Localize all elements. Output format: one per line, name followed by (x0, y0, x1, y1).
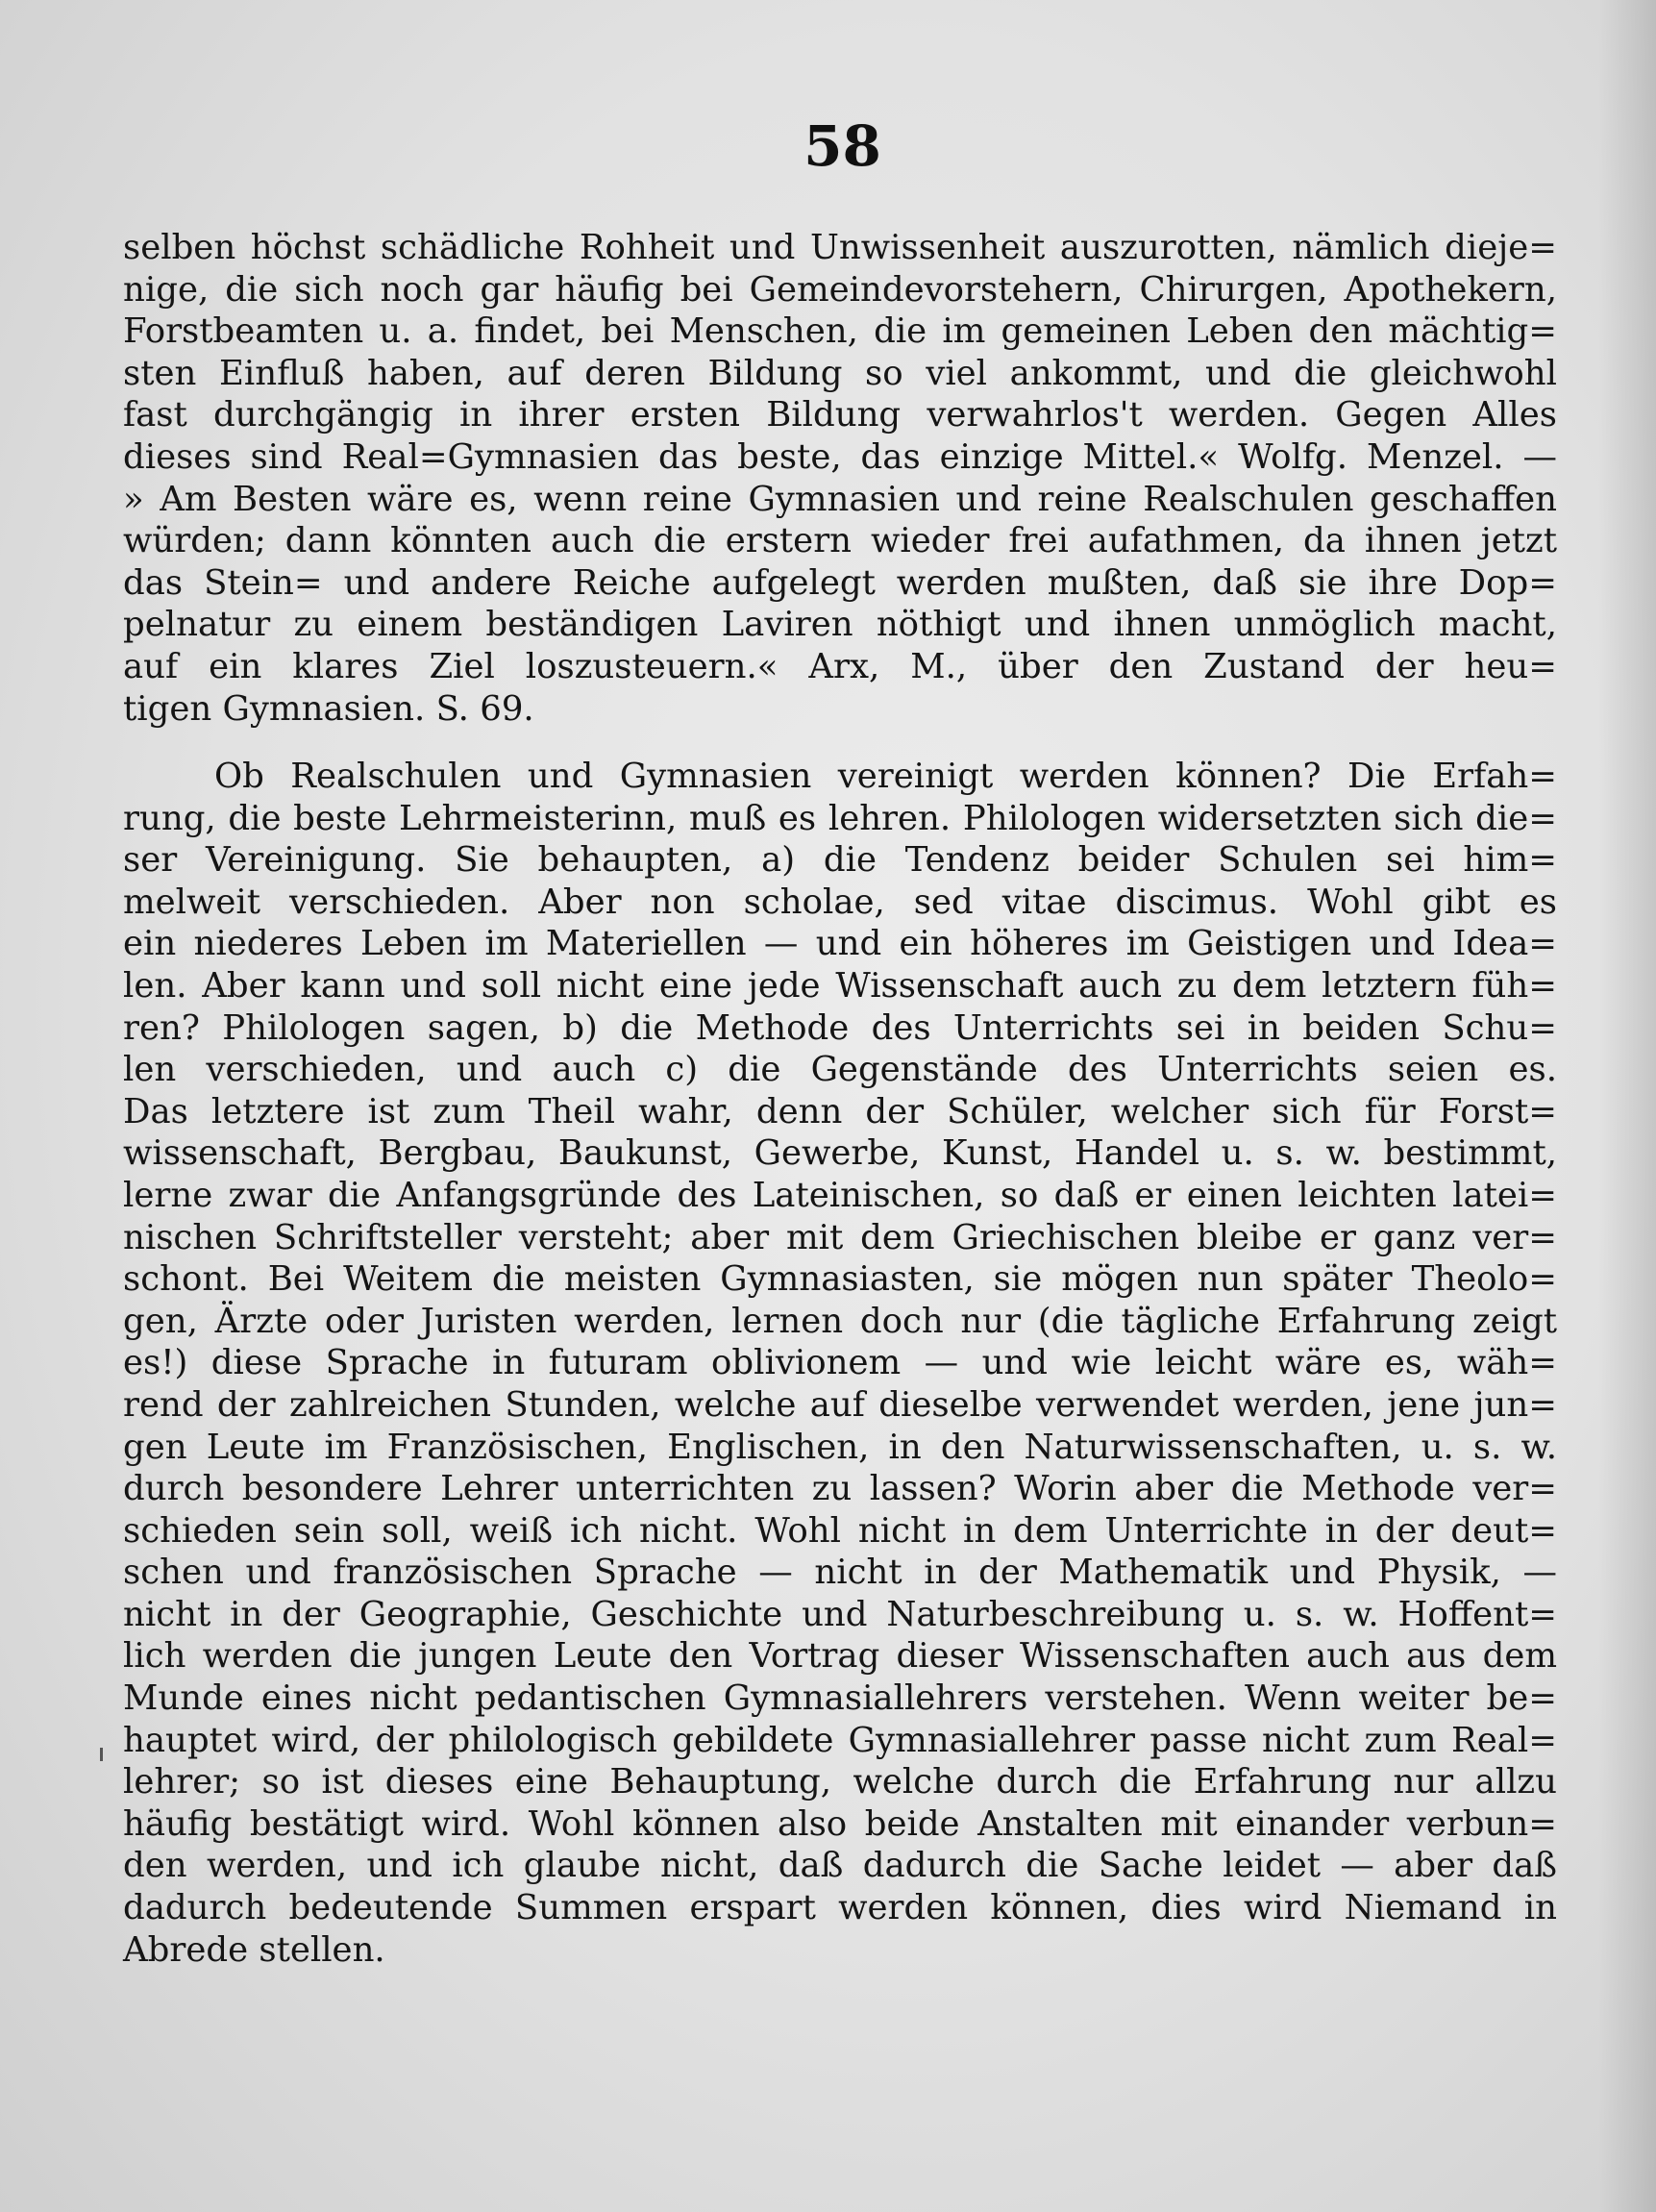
text-line: rung, die beste Lehrmeisterinn, muß es lehren. Philologen widersetzten sich die= (123, 798, 1557, 838)
text-line: » Am Besten wäre es, wenn reine Gymnasien und reine Realschulen geschaffen (123, 479, 1557, 519)
text-line: auf ein klares Ziel loszusteuern.« Arx, M., über den Zustand der heu= (123, 646, 1557, 686)
paragraph-quotation (123, 227, 1557, 730)
text-line: ser Vereinigung. Sie behaupten, a) die Tendenz beider Schulen sei him= (123, 840, 1557, 881)
paragraph-main (123, 756, 1557, 1971)
text-line: len. Aber kann und soll nicht eine jede Wissenschaft auch zu dem letztern füh= (123, 965, 1557, 1006)
text-line: dieses sind Real=Gymnasien das beste, das einzige Mittel.« Wolfg. Menzel. — (123, 436, 1557, 477)
text-line: gen, Ärzte oder Juristen werden, lernen doch nur (die tägliche Erfahrung zeigt (123, 1301, 1557, 1341)
text-line: häufig bestätigt wird. Wohl können also beide Anstalten mit einander verbun= (123, 1803, 1557, 1844)
text-line: nicht in der Geographie, Geschichte und Naturbeschreibung u. s. w. Hoffent= (123, 1594, 1557, 1634)
text-line: schen und französischen Sprache — nicht in der Mathematik und Physik, — (123, 1553, 1557, 1593)
text-line: len verschieden, und auch c) die Gegenstände des Unterrichts seien es. (123, 1050, 1557, 1090)
text-line: lehrer; so ist dieses eine Behauptung, welche durch die Erfahrung nur allzu (123, 1762, 1557, 1802)
text-line: nige, die sich noch gar häufig bei Gemeindevorstehern, Chirurgen, Apothekern, (123, 269, 1557, 310)
text-line: nischen Schriftsteller versteht; aber mit dem Griechischen bleibe er ganz ver= (123, 1217, 1557, 1257)
text-line: ein niederes Leben im Materiellen — und ein höheres im Geistigen und Idea= (123, 924, 1557, 964)
text-line: das Stein= und andere Reiche aufgelegt werden mußten, daß sie ihre Dop= (123, 562, 1557, 603)
text-line: fast durchgängig in ihrer ersten Bildung verwahrlos't werden. Gegen Alles (123, 395, 1557, 435)
text-line: pelnatur zu einem beständigen Laviren nöthigt und ihnen unmöglich macht, (123, 605, 1557, 645)
text-line: durch besondere Lehrer unterrichten zu lassen? Worin aber die Methode ver= (123, 1469, 1557, 1509)
text-line: rend der zahlreichen Stunden, welche auf dieselbe verwendet werden, jene jun= (123, 1384, 1557, 1425)
text-line: hauptet wird, der philologisch gebildete Gymnasiallehrer passe nicht zum Real= (123, 1720, 1557, 1760)
text-line: dadurch bedeutende Summen erspart werden können, dies wird Niemand in (123, 1888, 1557, 1928)
text-line: es!) diese Sprache in futuram oblivionem — und wie leicht wäre es, wäh= (123, 1343, 1557, 1383)
text-line: Das letztere ist zum Theil wahr, denn der Schüler, welcher sich für Forst= (123, 1091, 1557, 1131)
text-line: lerne zwar die Anfangsgründe des Lateinischen, so daß er einen leichten latei= (123, 1175, 1557, 1215)
text-line: Munde eines nicht pedantischen Gymnasiallehrers verstehen. Wenn weiter be= (123, 1678, 1557, 1719)
text-line: Abrede stellen. (123, 1929, 385, 1970)
text-line: sten Einfluß haben, auf deren Bildung so viel ankommt, und die gleichwohl (123, 353, 1557, 393)
text-line: wissenschaft, Bergbau, Baukunst, Gewerbe, Kunst, Handel u. s. w. bestimmt, (123, 1133, 1557, 1174)
text-line: den werden, und ich glaube nicht, daß dadurch die Sache leidet — aber daß (123, 1846, 1557, 1886)
text-line: schont. Bei Weitem die meisten Gymnasiasten, sie mögen nun später Theolo= (123, 1259, 1557, 1300)
text-line: selben höchst schädliche Rohheit und Unwissenheit auszurotten, nämlich dieje= (123, 228, 1557, 267)
text-line: gen Leute im Französischen, Englischen, in den Naturwissenschaften, u. s. w. (123, 1427, 1557, 1467)
page-number: 58 (803, 113, 881, 179)
text-line: Forstbeamten u. a. findet, bei Menschen, die im gemeinen Leben den mächtig= (123, 311, 1557, 352)
margin-mark (100, 1748, 103, 1761)
text-line: lich werden die jungen Leute den Vortrag dieser Wissenschaften auch aus dem (123, 1636, 1557, 1677)
text-line: ren? Philologen sagen, b) die Methode des Unterrichts sei in beiden Schu= (123, 1007, 1557, 1048)
text-line: melweit verschieden. Aber non scholae, sed vitae discimus. Wohl gibt es (123, 882, 1557, 922)
text-line: schieden sein soll, weiß ich nicht. Wohl nicht in dem Unterrichte in der deut= (123, 1510, 1557, 1551)
text-line: Ob Realschulen und Gymnasien vereinigt werden können? Die Erfah= (214, 757, 1557, 796)
text-line: tigen Gymnasien. S. 69. (123, 688, 534, 729)
text-line: würden; dann könnten auch die erstern wieder frei aufathmen, da ihnen jetzt (123, 521, 1557, 561)
page-edge-shadow (1598, 0, 1656, 2212)
